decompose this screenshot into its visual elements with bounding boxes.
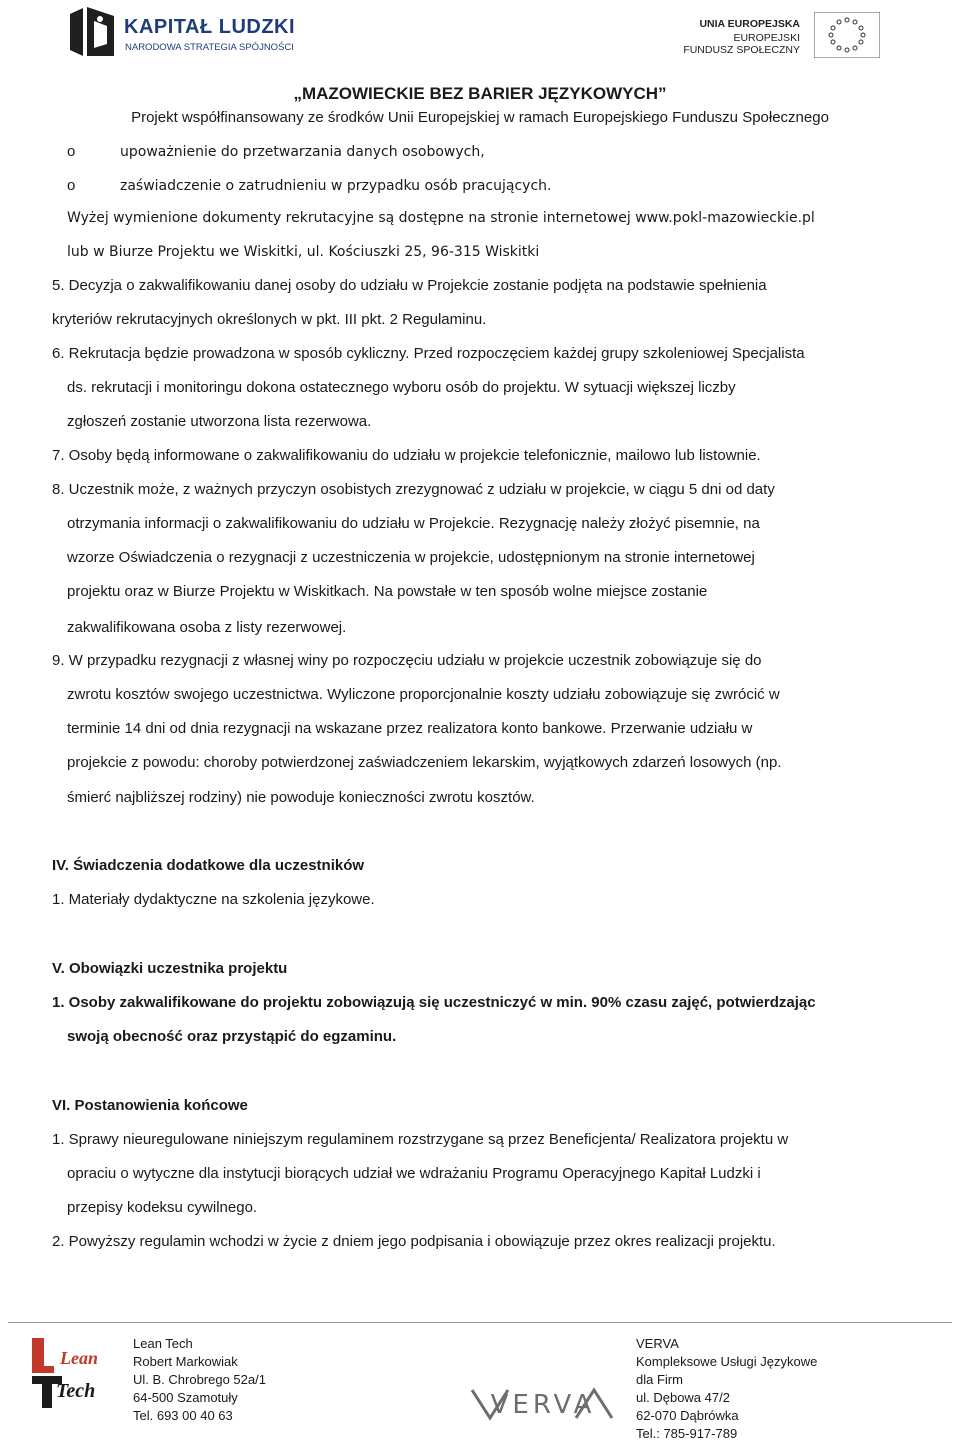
project-subtitle: Projekt współfinansowany ze środków Unii Europejskiej w ramach Europejskiego Funduszu Społecznego bbox=[131, 109, 829, 126]
eu-flag-icon bbox=[814, 12, 880, 58]
kapital-ludzki-logo bbox=[67, 4, 307, 58]
kl-logo-title: KAPITAŁ LUDZKI bbox=[124, 16, 296, 38]
paragraph-6-line: zgłoszeń zostanie utworzona lista rezerwowa. bbox=[67, 413, 372, 430]
paragraph-8-line: 8. Uczestnik może, z ważnych przyczyn osobistych zrezygnować z udziału w projekcie, w ciągu 5 dni od daty bbox=[52, 481, 775, 498]
footer-divider bbox=[8, 1322, 952, 1323]
paragraph-9-line: zwrotu kosztów swojego uczestnictwa. Wyliczone proporcjonalnie koszty udziału zobowiązuje się zwrócić w bbox=[67, 686, 780, 703]
footer-left-line: 64-500 Szamotuły bbox=[133, 1390, 238, 1405]
lean-logo-word2: Tech bbox=[56, 1380, 96, 1402]
section-heading: V. Obowiązki uczestnika projektu bbox=[52, 960, 288, 977]
section-6-item: przepisy kodeksu cywilnego. bbox=[67, 1199, 258, 1216]
availability-line: Wyżej wymienione dokumenty rekrutacyjne są dostępne na stronie internetowej www.pokl-mazowieckie.pl bbox=[67, 210, 815, 226]
paragraph-8-line: projektu oraz w Biurze Projektu w Wiskitkach. Na powstałe w ten sposób wolne miejsce zostanie bbox=[67, 583, 708, 600]
paragraph-5-line: kryteriów rekrutacyjnych określonych w pkt. III pkt. 2 Regulaminu. bbox=[52, 311, 487, 328]
section-5-item: swoją obecność oraz przystąpić do egzaminu. bbox=[67, 1028, 397, 1045]
eu-line1: UNIA EUROPEJSKA bbox=[699, 18, 800, 30]
lean-logo-word1: Lean bbox=[60, 1348, 98, 1368]
section-5-item: 1. Osoby zakwalifikowane do projektu zobowiązują się uczestniczyć w min. 90% czasu zajęć, potwierdzając bbox=[52, 994, 816, 1011]
paragraph-6-line: ds. rekrutacji i monitoringu dokona ostatecznego wyboru osób do projektu. W sytuacji większej liczby bbox=[67, 379, 736, 396]
lean-tech-logo bbox=[30, 1336, 114, 1410]
section-6-item: opraciu o wytyczne dla instytucji biorących udział we wdrażaniu Programu Operacyjnego Kapitał Ludzki i bbox=[67, 1165, 761, 1182]
eu-line2: EUROPEJSKI bbox=[733, 32, 800, 44]
footer-left-line: Tel. 693 00 40 63 bbox=[133, 1408, 233, 1423]
project-title: „MAZOWIECKIE BEZ BARIER JĘZYKOWYCH” bbox=[293, 84, 667, 103]
paragraph-9-line: terminie 14 dni od dnia rezygnacji na wskazane przez realizatora konto bankowe. Przerwanie udziału w bbox=[67, 720, 753, 737]
footer-right-line: dla Firm bbox=[636, 1372, 683, 1387]
kapital-ludzki-emblem-icon bbox=[67, 4, 117, 58]
section-6-item: 1. Sprawy nieuregulowane niniejszym regulaminem rozstrzygane są przez Beneficjenta/ Realizatora projektu w bbox=[52, 1131, 789, 1148]
paragraph-6-line: 6. Rekrutacja będzie prowadzona w sposób cykliczny. Przed rozpoczęciem każdej grupy szkoleniowej Specjalista bbox=[52, 345, 805, 362]
verva-logo-text: VERVA bbox=[490, 1390, 596, 1420]
kl-logo-subtitle: NARODOWA STRATEGIA SPÓJNOŚCI bbox=[125, 42, 294, 53]
footer-right-line: VERVA bbox=[636, 1336, 679, 1351]
footer-right-line: ul. Dębowa 47/2 bbox=[636, 1390, 730, 1405]
footer-left-line: Robert Markowiak bbox=[133, 1354, 238, 1369]
eu-line3: FUNDUSZ SPOŁECZNY bbox=[683, 44, 800, 56]
footer-right-line: 62-070 Dąbrówka bbox=[636, 1408, 739, 1423]
paragraph-8-line: zakwalifikowana osoba z listy rezerwowej. bbox=[67, 619, 347, 636]
paragraph-8-line: wzorze Oświadczenia o rezygnacji z uczestniczenia w projekcie, udostępnionym na stronie internetowej bbox=[67, 549, 755, 566]
paragraph-5-line: 5. Decyzja o zakwalifikowaniu danej osoby do udziału w Projekcie zostanie podjęta na podstawie spełnienia bbox=[52, 277, 767, 294]
section-heading: IV. Świadczenia dodatkowe dla uczestników bbox=[52, 857, 365, 874]
availability-line: lub w Biurze Projektu we Wiskitki, ul. Kościuszki 25, 96-315 Wiskitki bbox=[67, 244, 540, 260]
paragraph-7-line: 7. Osoby będą informowane o zakwalifikowaniu do udziału w projekcie telefonicznie, mailowo lub listownie. bbox=[52, 447, 761, 464]
paragraph-8-line: otrzymania informacji o zakwalifikowaniu do udziału w Projekcie. Rezygnację należy złożyć pisemnie, na bbox=[67, 515, 760, 532]
footer-right-line: Tel.: 785-917-789 bbox=[636, 1426, 738, 1441]
footer-right-line: Kompleksowe Usługi Językowe bbox=[636, 1354, 818, 1369]
eu-logo bbox=[684, 12, 880, 60]
list-item: upoważnienie do przetwarzania danych osobowych, bbox=[120, 144, 485, 160]
list-item: zaświadczenie o zatrudnieniu w przypadku osób pracujących. bbox=[120, 178, 552, 194]
paragraph-9-line: projekcie z powodu: choroby potwierdzonej zaświadczeniem lekarskim, wyjątkowych zdarzeń losowych (np. bbox=[67, 754, 782, 771]
verva-logo bbox=[468, 1384, 618, 1422]
paragraph-9-line: 9. W przypadku rezygnacji z własnej winy po rozpoczęciu udziału w projekcie uczestnik zobowiązuje się do bbox=[52, 652, 762, 669]
section-4-item: 1. Materiały dydaktyczne na szkolenia językowe. bbox=[52, 891, 375, 908]
paragraph-9-line: śmierć najbliższej rodziny) nie powoduje konieczności zwrotu kosztów. bbox=[67, 789, 535, 806]
section-heading: VI. Postanowienia końcowe bbox=[52, 1097, 248, 1114]
section-6-item: 2. Powyższy regulamin wchodzi w życie z dniem jego podpisania i obowiązuje przez okres realizacji projektu. bbox=[52, 1233, 776, 1250]
footer-left-line: Lean Tech bbox=[133, 1336, 193, 1351]
bullet-marker: o bbox=[67, 177, 76, 194]
bullet-marker: o bbox=[67, 143, 76, 160]
footer-left-line: Ul. B. Chrobrego 52a/1 bbox=[133, 1372, 266, 1387]
